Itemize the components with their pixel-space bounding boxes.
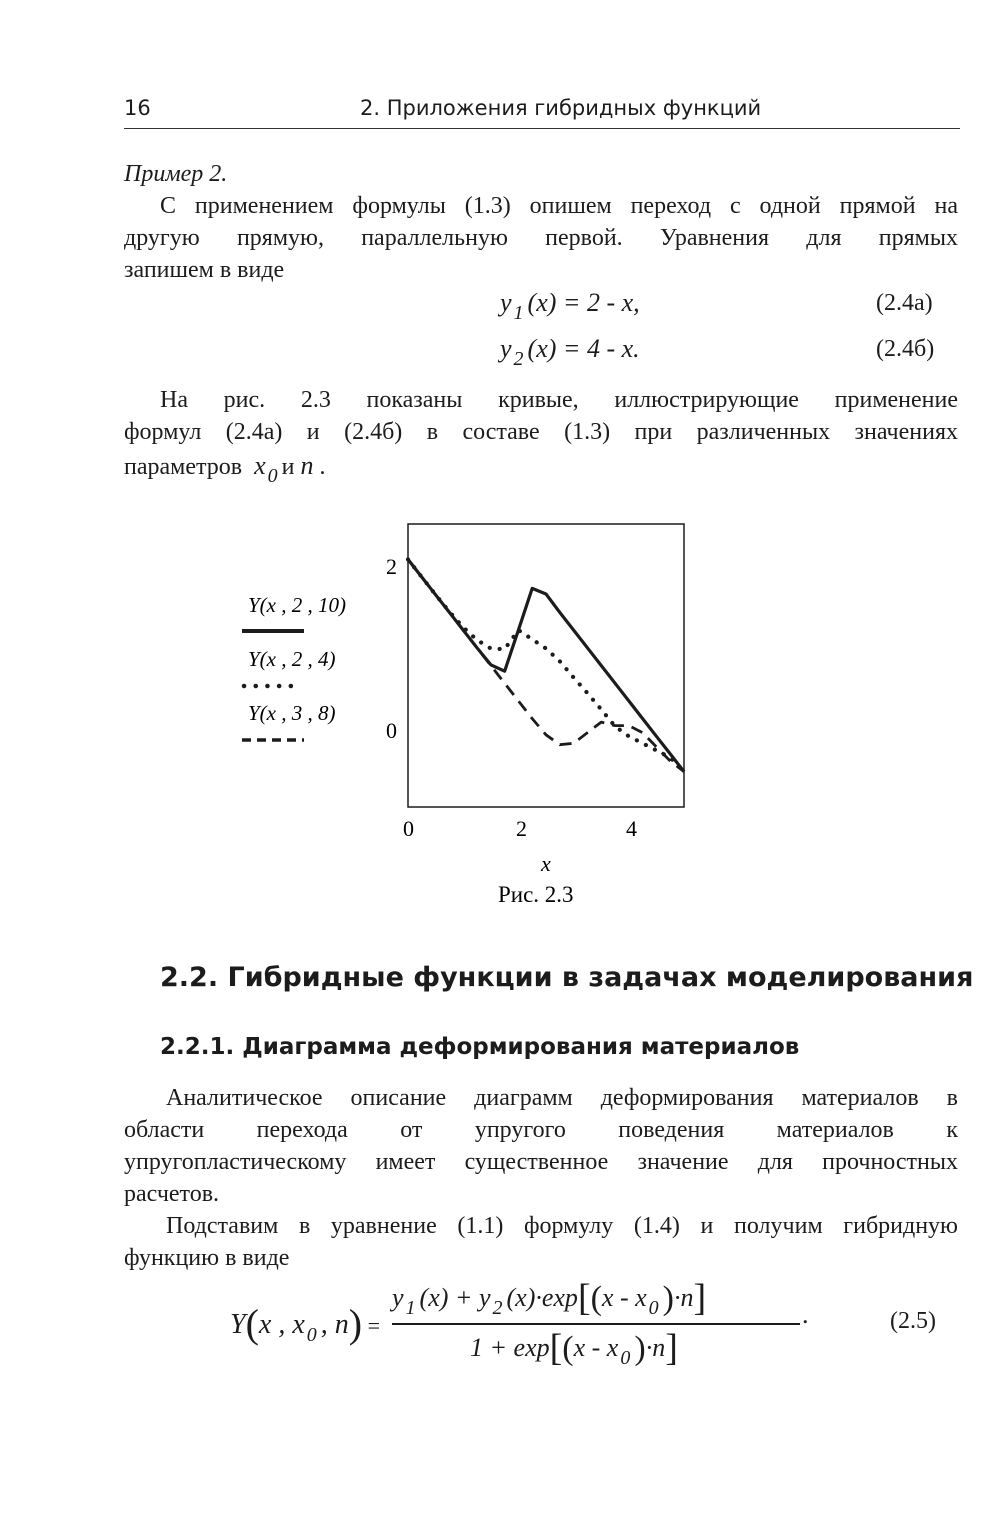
formula-term: 1 + exp: [470, 1333, 550, 1362]
formula-lhs: [230, 1300, 380, 1347]
paragraph-text: .: [319, 454, 326, 480]
eq-lhs: y: [500, 288, 512, 317]
formula-subscript: 0: [306, 1324, 317, 1346]
formula-subscript: 2: [492, 1297, 503, 1319]
x-axis-label: x: [541, 851, 551, 876]
paragraph-line: На рис. 2.3 показаны кривые, иллюстрирующие применение: [160, 387, 958, 413]
formula-subscript: 0: [648, 1297, 659, 1319]
series-line-solid: [408, 559, 684, 771]
equation-2-4b: [500, 334, 640, 371]
legend-label: Y(x , 3 , 8): [248, 701, 336, 725]
equation-number: (2.4б): [876, 336, 935, 362]
subsection-heading: 2.2.1. Диаграмма деформирования материалов: [160, 1034, 800, 1060]
bracket-close-icon: ]: [693, 1277, 707, 1319]
paren-close-icon: ): [662, 1280, 674, 1317]
figure-2-3: [0, 500, 1000, 920]
formula-term: (x)·exp: [506, 1283, 578, 1312]
formula-term: ·n: [674, 1283, 694, 1312]
formula-term: (x) + y: [419, 1283, 491, 1312]
paren-close-icon: ): [634, 1330, 646, 1367]
legend-label: Y(x , 2 , 4): [248, 647, 336, 671]
eq-lhs: y: [500, 334, 512, 363]
equation-number: (2.5): [890, 1308, 936, 1334]
paren-close-icon: ): [348, 1301, 363, 1346]
series-line-dashed: [408, 559, 684, 771]
formula-subscript: 1: [405, 1297, 416, 1319]
page-number: 16: [124, 96, 151, 120]
eq-rhs: (x) = 2 - x,: [527, 288, 640, 317]
x-tick-label: 2: [516, 816, 527, 841]
paragraph-text: и: [281, 454, 295, 480]
eq-subscript: 2: [513, 348, 524, 370]
y-tick-label: 0: [386, 718, 397, 743]
paragraph-line: области перехода от упругого поведения материалов к: [124, 1117, 958, 1143]
paragraph-line: упругопластическому имеет существенное значение для прочностных: [124, 1149, 958, 1175]
formula-numerator: [392, 1276, 706, 1320]
paragraph-line: Подставим в уравнение (1.1) формулу (1.4) и получим гибридную: [166, 1213, 958, 1239]
plot-frame: [408, 524, 684, 807]
formula-Y: Y: [230, 1309, 246, 1340]
bracket-open-icon: [: [577, 1277, 591, 1319]
x-tick-label: 4: [626, 816, 637, 841]
bracket-close-icon: ]: [665, 1327, 678, 1369]
eq-subscript: 1: [513, 302, 524, 324]
param-n: n: [300, 451, 314, 480]
chapter-title: 2. Приложения гибридных функций: [360, 96, 762, 120]
paragraph-line: запишем в виде: [124, 257, 285, 283]
equation-2-4a: [500, 288, 640, 325]
x-tick-label: 0: [403, 816, 414, 841]
formula-denominator: [470, 1326, 678, 1370]
bracket-open-icon: [: [549, 1327, 563, 1369]
equation-number: (2.4а): [876, 290, 933, 316]
param-subscript: 0: [267, 465, 278, 487]
series-layer: [408, 559, 684, 771]
example-label: Пример 2.: [124, 161, 228, 187]
paragraph-line: формул (2.4а) и (2.4б) в составе (1.3) при различенных значениях: [124, 419, 958, 445]
section-heading: 2.2. Гибридные функции в задачах моделирования: [160, 962, 974, 993]
paragraph-line: Аналитическое описание диаграмм деформирования материалов в: [166, 1085, 958, 1111]
formula-term: y: [392, 1283, 404, 1312]
formula-args: , n: [320, 1309, 349, 1340]
running-header: [124, 94, 960, 129]
paren-open-icon: (: [590, 1280, 602, 1317]
fraction-bar: [392, 1323, 800, 1325]
formula-period: .: [802, 1300, 809, 1329]
paragraph-line: [124, 450, 326, 492]
legend-label: Y(x , 2 , 10): [248, 593, 346, 617]
figure-caption: Рис. 2.3: [498, 882, 574, 907]
paren-open-icon: (: [245, 1301, 259, 1346]
paragraph-line: С применением формулы (1.3) опишем переход с одной прямой на: [160, 193, 958, 219]
eq-rhs: (x) = 4 - x.: [527, 334, 640, 363]
formula-subscript: 0: [620, 1347, 631, 1369]
y-tick-label: 2: [386, 554, 397, 579]
formula-term: x - x: [601, 1283, 647, 1312]
formula-args: x , x: [258, 1309, 305, 1340]
paragraph-line: функцию в виде: [124, 1245, 290, 1271]
equals-icon: =: [362, 1313, 381, 1338]
paren-open-icon: (: [562, 1330, 574, 1367]
paragraph-line: другую прямую, параллельную первой. Уравнения для прямых: [124, 225, 958, 251]
formula-term: ·n: [645, 1333, 666, 1362]
formula-term: x - x: [573, 1333, 619, 1362]
paragraph-line: расчетов.: [124, 1181, 220, 1207]
param-x: x: [254, 451, 266, 480]
series-line-dotted: [408, 559, 684, 771]
paragraph-text: параметров: [124, 454, 243, 480]
